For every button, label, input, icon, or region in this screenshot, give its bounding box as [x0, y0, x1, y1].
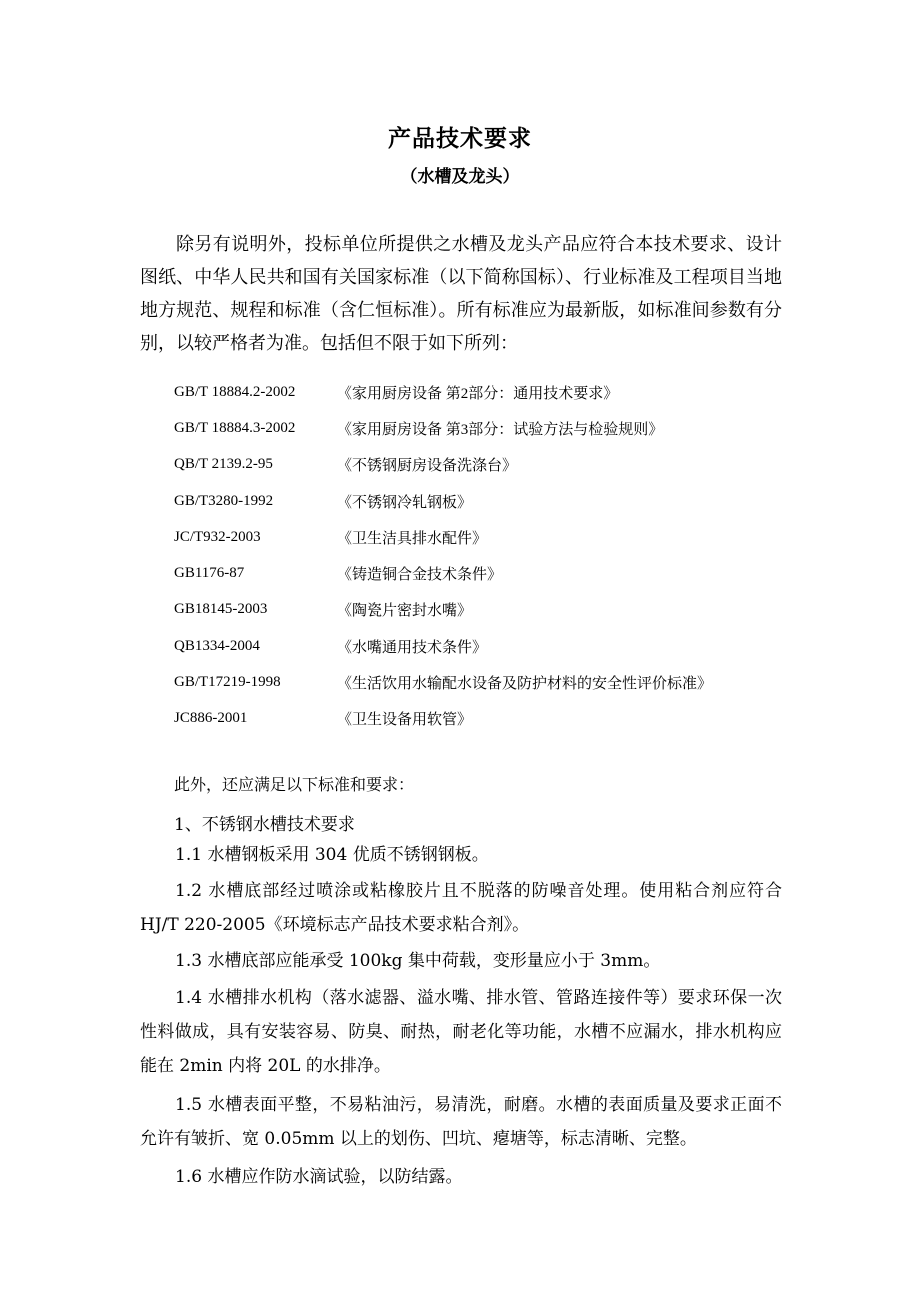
standard-code: JC/T932-2003 [174, 528, 261, 545]
standard-name: 《不锈钢冷轧钢板》 [337, 494, 473, 511]
requirement-item: 1.5 水槽表面平整，不易粘油污，易清洗，耐磨。水槽的表面质量及要求正面不允许有皱折、宽 0.05mm 以上的划伤、凹坑、瘪塘等，标志清晰、完整。 [140, 1095, 782, 1149]
requirement-item: 1.4 水槽排水机构（落水滤器、溢水嘴、排水管、管路连接件等）要求环保一次性料做成，具有安装容易、防臭、耐热，耐老化等功能，水槽不应漏水，排水机构应能在 2min 内将 20L 的水排净。 [140, 988, 782, 1076]
standard-code: GB/T 18884.2-2002 [174, 383, 296, 400]
standard-name: 《陶瓷片密封水嘴》 [337, 603, 473, 620]
document-title: 产品技术要求 [388, 125, 532, 152]
standard-row [174, 628, 774, 664]
standards-list [174, 374, 774, 737]
additional-requirements-intro: 此外，还应满足以下标准和要求： [174, 775, 415, 794]
requirement-item: 1.1 水槽钢板采用 304 优质不锈钢钢板。 [175, 845, 489, 865]
standard-name: 《卫生设备用软管》 [337, 712, 473, 729]
standard-row [174, 664, 774, 700]
standard-row [174, 410, 774, 446]
standard-name: 《卫生洁具排水配件》 [337, 530, 488, 547]
standard-row [174, 447, 774, 483]
standard-code: GB/T3280-1992 [174, 492, 274, 509]
requirement-item: 1.3 水槽底部应能承受 100kg 集中荷载，变形量应小于 3mm。 [175, 951, 661, 971]
standard-name: 《水嘴通用技术条件》 [337, 639, 488, 656]
document-subtitle: （水槽及龙头） [400, 167, 520, 187]
section-heading: 1、不锈钢水槽技术要求 [174, 815, 355, 835]
standard-code: GB18145-2003 [174, 601, 268, 618]
standard-code: QB/T 2139.2-95 [174, 456, 273, 473]
standard-name: 《家用厨房设备 第2部分：通用技术要求》 [337, 385, 619, 402]
intro-paragraph: 除另有说明外，投标单位所提供之水槽及龙头产品应符合本技术要求、设计图纸、中华人民共和国有关国家标准（以下简称国标）、行业标准及工程项目当地地方规范、规程和标准（含仁恒标准）。所有标准应为最新版，如标准间参数有分别，以较严格者为准。包括但不限于如下所列： [140, 234, 782, 354]
standard-code: GB1176-87 [174, 565, 245, 582]
standard-row [174, 483, 774, 519]
standard-name: 《家用厨房设备 第3部分：试验方法与检验规则》 [337, 421, 664, 438]
requirement-item: 1.2 水槽底部经过喷涂或粘橡胶片且不脱落的防噪音处理。使用粘合剂应符合 HJ/T 220-2005《环境标志产品技术要求粘合剂》。 [140, 881, 782, 935]
requirement-item: 1.6 水槽应作防水滴试验，以防结露。 [175, 1167, 463, 1187]
standard-name: 《铸造铜合金技术条件》 [337, 567, 503, 584]
standard-name: 《生活饮用水输配水设备及防护材料的安全性评价标准》 [337, 676, 713, 693]
standard-row [174, 701, 774, 737]
standard-row [174, 374, 774, 410]
standard-row [174, 555, 774, 591]
standard-code: GB/T 18884.3-2002 [174, 419, 296, 436]
standard-row [174, 592, 774, 628]
standard-code: QB1334-2004 [174, 637, 260, 654]
standard-code: GB/T17219-1998 [174, 674, 281, 691]
standard-name: 《不锈钢厨房设备洗涤台》 [337, 458, 518, 475]
standard-row [174, 519, 774, 555]
standard-code: JC886-2001 [174, 710, 248, 727]
